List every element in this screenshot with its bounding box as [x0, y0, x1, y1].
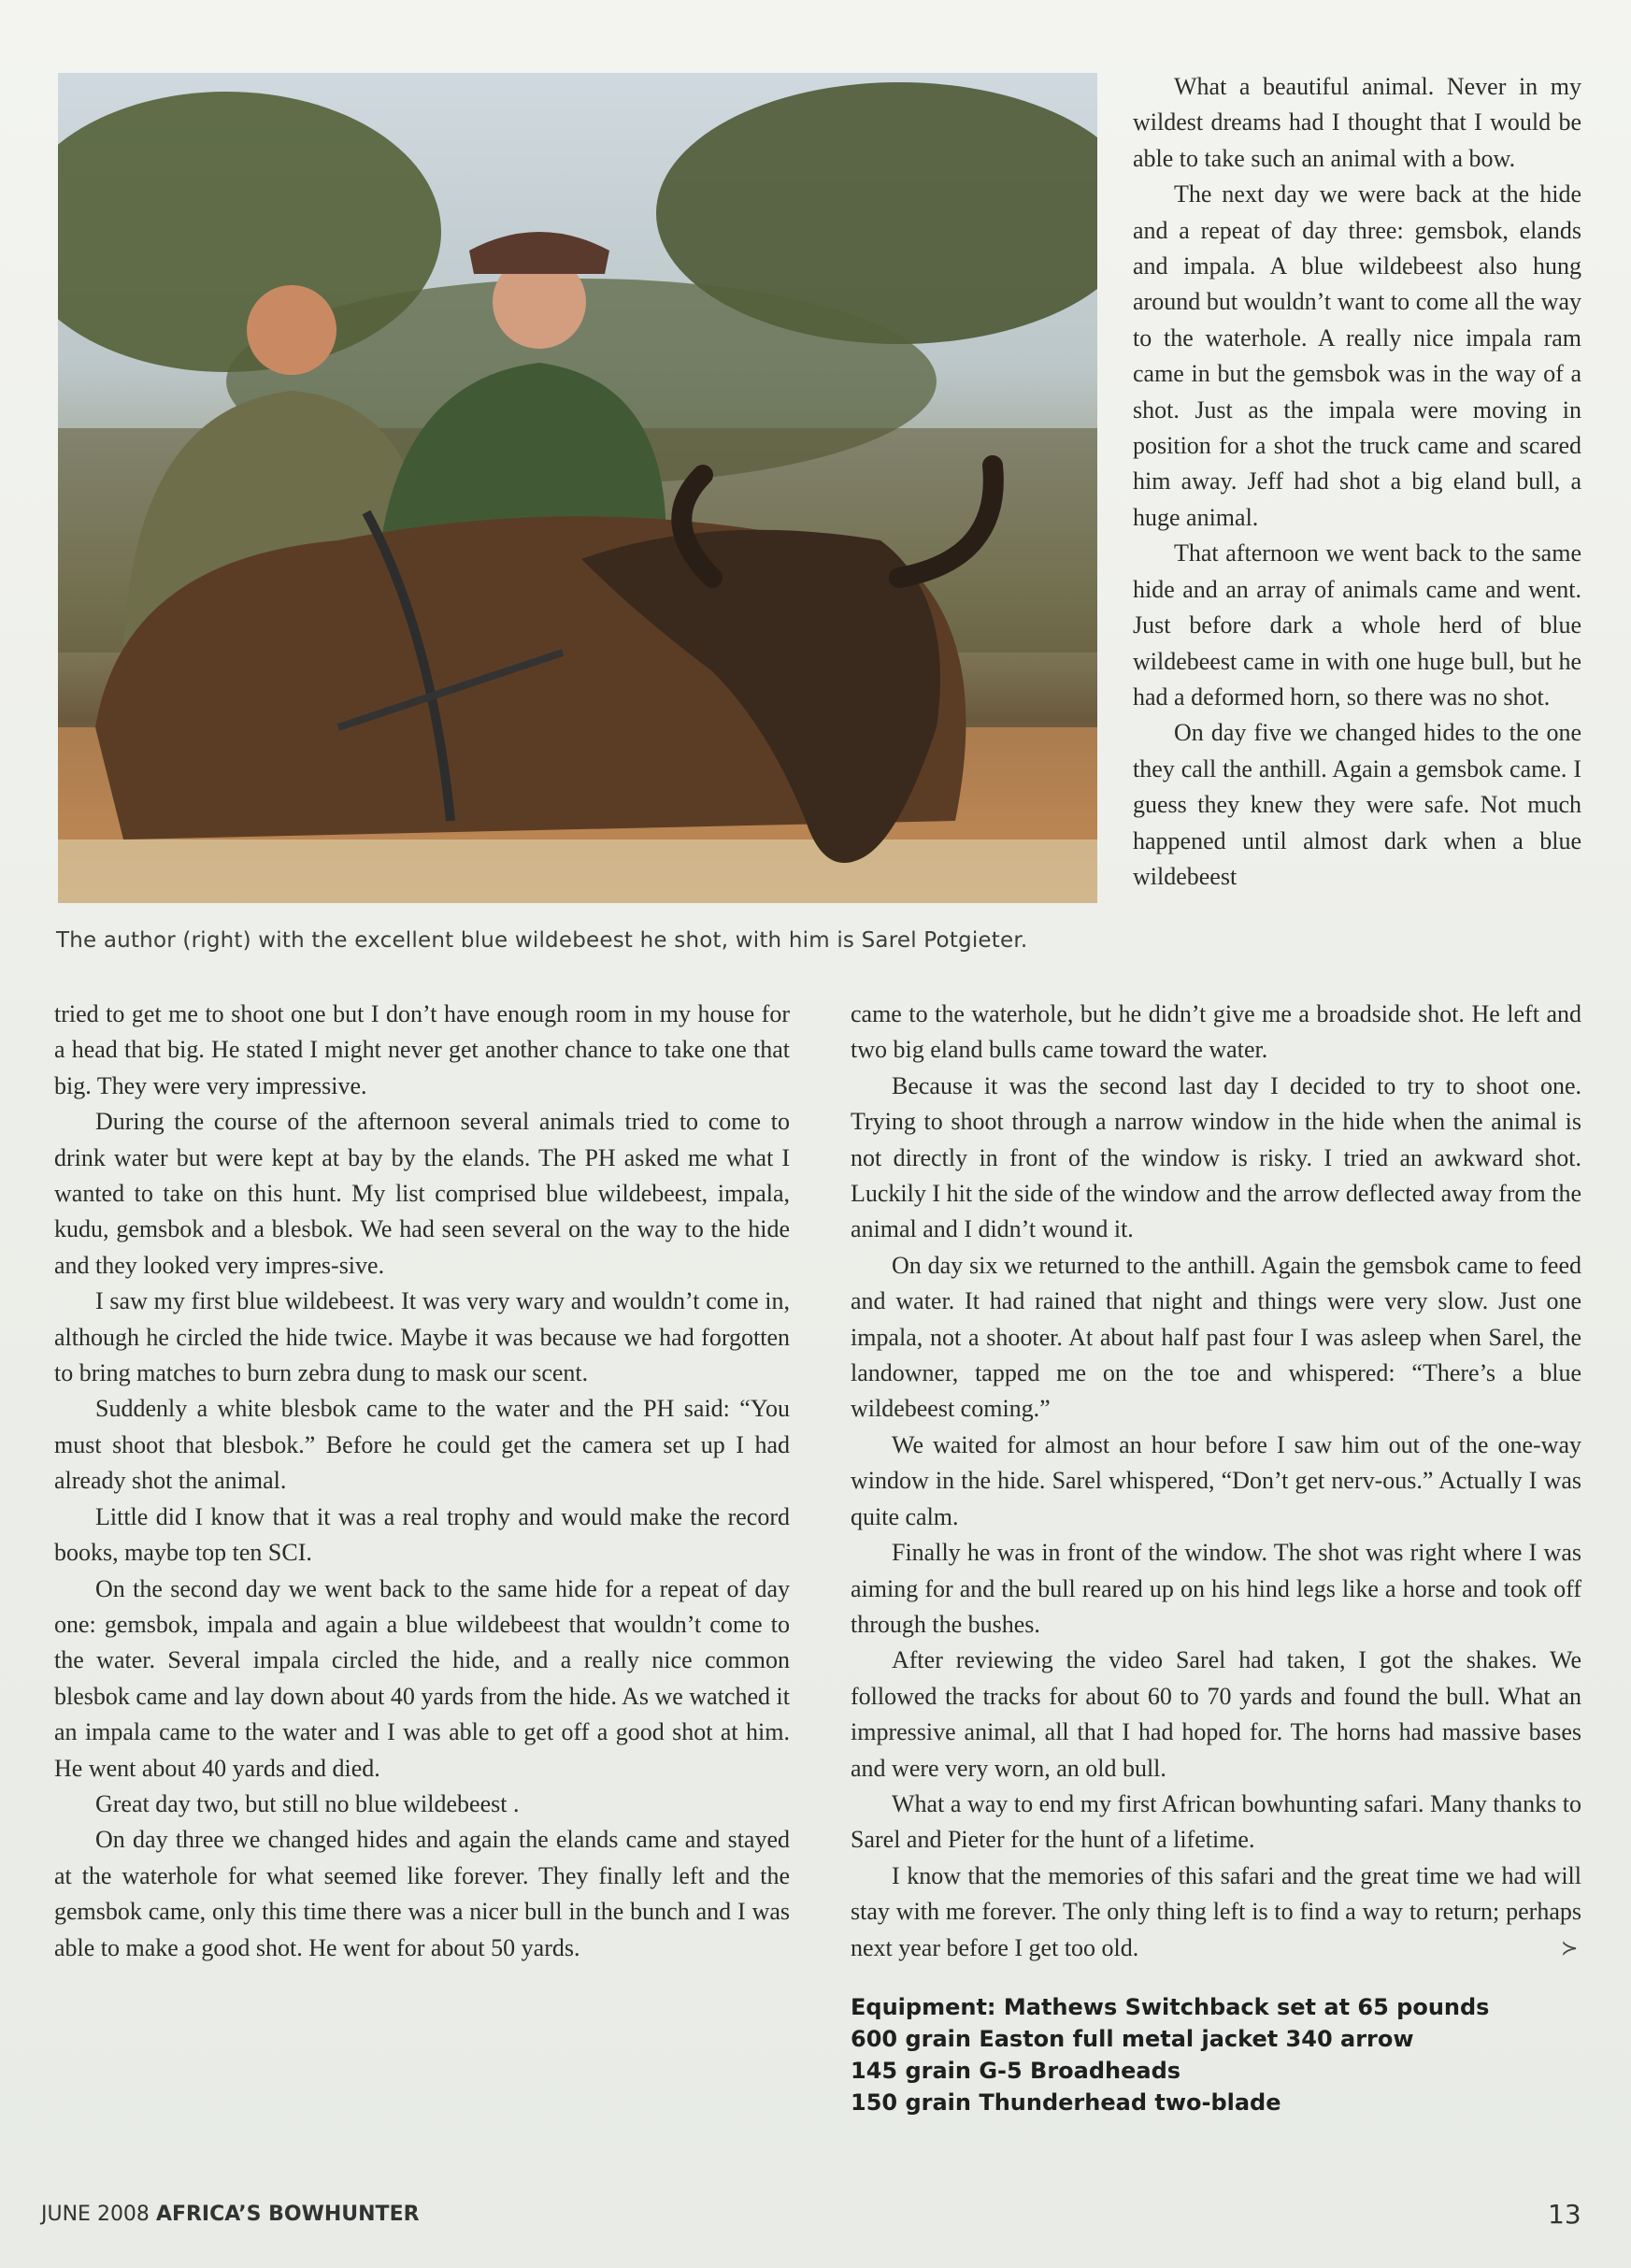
article-column-right	[851, 997, 1581, 1966]
paragraph: Little did I know that it was a real trophy and would make the record books, maybe top ten SCI.	[54, 1502, 790, 1567]
equipment-line: 150 grain Thunderhead two-blade	[851, 2089, 1281, 2116]
equipment-line: Equipment: Mathews Switchback set at 65 pounds	[851, 1994, 1490, 2020]
paragraph: We waited for almost an hour before I saw him out of the one-way window in the hide. Sarel whispered, “Don’t get nerv-ous.” Actually I was quite calm.	[851, 1430, 1581, 1530]
equipment-line: 600 grain Easton full metal jacket 340 arrow	[851, 2026, 1414, 2052]
article-column-left	[54, 997, 790, 1966]
end-mark-icon: ≻	[1561, 1937, 1579, 1960]
page-footer	[41, 2203, 420, 2226]
paragraph: The next day we were back at the hide and a repeat of day three: gemsbok, elands and impala. A blue wildebeest also hung around but wouldn’t want to come all the way to the waterhole. A really nice impala ram came in but the gemsbok was in the way of a shot. Just as the impala were moving in position for a shot the truck came and scared him away. Jeff had shot a big eland bull, a huge animal.	[1133, 180, 1581, 531]
magazine-name: AFRICA’S BOWHUNTER	[155, 2203, 420, 2226]
paragraph: Finally he was in front of the window. The shot was right where I was aiming for and the bull reared up on his hind legs like a horse and took off through the bushes.	[851, 1539, 1581, 1638]
paragraph: That afternoon we went back to the same hide and an array of animals came and went. Just before dark a whole herd of blue wildebeest came in with one huge bull, but he had a deformed horn, so there was no shot.	[1133, 539, 1581, 711]
equipment-line: 145 grain G-5 Broadheads	[851, 2058, 1181, 2084]
paragraph: What a way to end my first African bowhunting safari. Many thanks to Sarel and Pieter for the hunt of a lifetime.	[851, 1789, 1581, 1854]
photo-illustration	[58, 73, 1097, 903]
paragraph: Because it was the second last day I decided to try to shoot one. Trying to shoot through a narrow window in the hide when the animal is not directly in front of the window is risky. I tried an awkward shot. Luckily I hit the side of the window and the arrow deflected away from the animal and I didn’t wound it.	[851, 1071, 1581, 1243]
issue-date: JUNE 2008	[41, 2203, 150, 2226]
paragraph: Suddenly a white blesbok came to the water and the PH said: “You must shoot that blesbok.” Before he could get the camera set up I had already shot the animal.	[54, 1395, 790, 1495]
paragraph: On day five we changed hides to the one they call the anthill. Again a gemsbok came. I guess they knew they were safe. Not much happened until almost dark when a blue wildebeest	[1133, 719, 1581, 890]
page-number: 13	[1548, 2199, 1581, 2230]
paragraph: came to the waterhole, but he didn’t give me a broadside shot. He left and two big eland bulls came toward the water.	[851, 1000, 1581, 1064]
paragraph: I saw my first blue wildebeest. It was very wary and wouldn’t come in, although he circled the hide twice. Maybe it was because we had forgotten to bring matches to burn zebra dung to mask our scent.	[54, 1287, 790, 1387]
paragraph: After reviewing the video Sarel had taken, I got the shakes. We followed the tracks for about 60 to 70 yards and found the bull. What an impressive animal, all that I had hoped for. The horns had massive bases and were very worn, an old bull.	[851, 1646, 1581, 1782]
paragraph: What a beautiful animal. Never in my wildest dreams had I thought that I would be able to take such an animal with a bow.	[1133, 73, 1581, 172]
paragraph: During the course of the afternoon several animals tried to come to drink water but were kept at bay by the elands. The PH asked me what I wanted to take on this hunt. My list comprised blue wildebeest, impala, kudu, gemsbok and a blesbok. We had seen several on the way to the hide and they looked very impres-sive.	[54, 1108, 790, 1279]
hunt-photo	[58, 73, 1097, 903]
photo-caption: The author (right) with the excellent blue wildebeest he shot, with him is Sarel Potgieter.	[56, 928, 1028, 953]
paragraph: I know that the memories of this safari and the great time we had will stay with me forever. The only thing left is to find a way to return; perhaps next year before I get too old.	[851, 1861, 1581, 1961]
paragraph: On day three we changed hides and again the elands came and stayed at the waterhole for what seemed like forever. They finally left and the gemsbok came, only this time there was a nicer bull in the bunch and I was able to make a good shot. He went for about 50 yards.	[54, 1826, 790, 1961]
paragraph: Great day two, but still no blue wildebeest .	[95, 1789, 520, 1817]
equipment-list	[851, 1991, 1589, 2118]
paragraph: On day six we returned to the anthill. Again the gemsbok came to feed and water. It had rained that night and things were very slow. Just one impala, not a shooter. At about half past four I was asleep when Sarel, the landowner, tapped me on the toe and whispered: “There’s a blue wildebeest coming.”	[851, 1251, 1581, 1423]
paragraph: On the second day we went back to the same hide for a repeat of day one: gemsbok, impala and again a blue wildebeest that wouldn’t come to the water. Several impala circled the hide, and a really nice common blesbok came and lay down about 40 yards from the hide. As we watched it an impala came to the water and I was able to get off a good shot at him. He went about 40 yards and died.	[54, 1574, 790, 1782]
article-column-top-right	[1133, 69, 1581, 895]
paragraph: tried to get me to shoot one but I don’t have enough room in my house for a head that big. He stated I might never get another chance to take one that big. They were very impressive.	[54, 1000, 790, 1099]
